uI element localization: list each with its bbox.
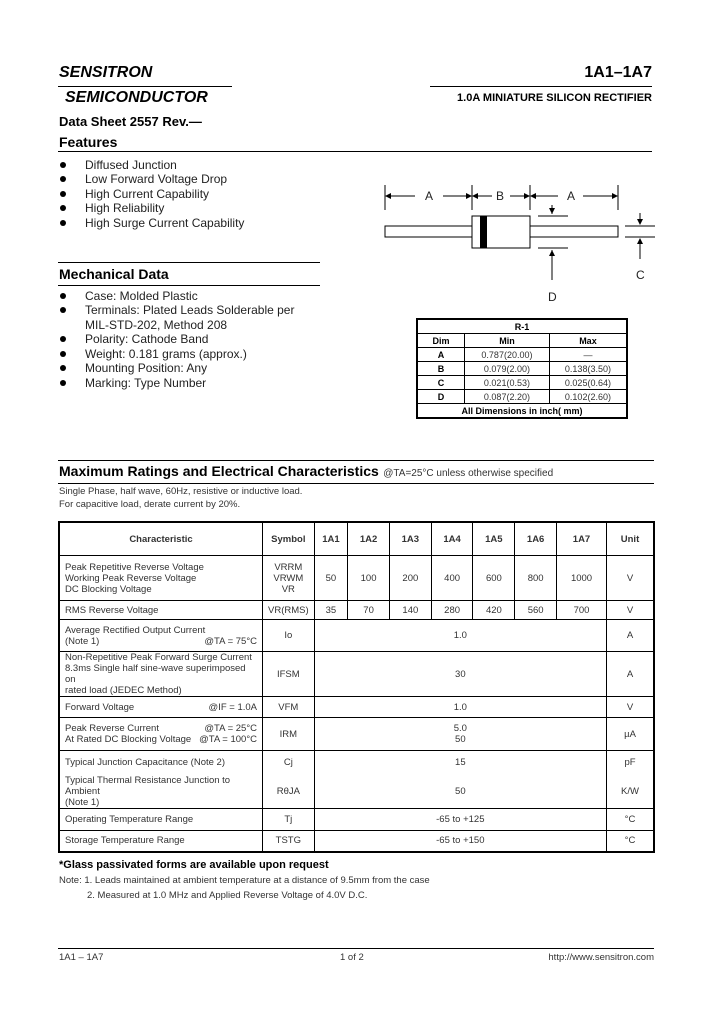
footer-part: 1A1 – 1A7 bbox=[59, 952, 104, 963]
table-cell: 0.138(3.50) bbox=[549, 362, 627, 376]
dimensions-table bbox=[416, 318, 628, 419]
text bbox=[530, 226, 618, 237]
glass-passivated-note: *Glass passivated forms are available upon request bbox=[59, 859, 329, 871]
list-item: Mounting Position: Any bbox=[85, 361, 208, 375]
text bbox=[385, 226, 472, 237]
text bbox=[65, 734, 257, 745]
dim-label-a: A bbox=[425, 189, 434, 203]
table-row bbox=[59, 556, 654, 601]
features-heading: Features bbox=[59, 134, 118, 150]
table-cell: 700 bbox=[557, 601, 607, 620]
table-row bbox=[59, 751, 654, 775]
table-cell: µA bbox=[607, 718, 655, 751]
text bbox=[59, 522, 654, 852]
text: Peak Reverse Current bbox=[65, 723, 159, 734]
text bbox=[466, 193, 472, 199]
part-number: 1A1–1A7 bbox=[584, 64, 652, 81]
text bbox=[417, 319, 627, 418]
list-item: High Surge Current Capability bbox=[85, 216, 245, 230]
table-cell: VR(RMS) bbox=[263, 601, 315, 620]
text bbox=[549, 208, 555, 214]
list-item: High Reliability bbox=[85, 201, 165, 215]
table-row bbox=[59, 652, 654, 697]
subtitle: 1.0A MINIATURE SILICON RECTIFIER bbox=[457, 92, 652, 104]
divider bbox=[58, 262, 320, 263]
table-cell: Typical Junction Capacitance (Note 2) bbox=[59, 751, 263, 775]
table-cell: RθJA bbox=[263, 775, 315, 809]
table-cell bbox=[314, 718, 606, 751]
text bbox=[637, 238, 643, 244]
text: @TA = 75°C bbox=[204, 635, 257, 647]
list-item: Polarity: Cathode Band bbox=[85, 332, 209, 346]
table-cell: 140 bbox=[389, 601, 431, 620]
text: Typical Thermal Resistance Junction to Ambient bbox=[65, 774, 231, 797]
bullet-icon bbox=[60, 380, 66, 386]
table-cell: RMS Reverse Voltage bbox=[59, 601, 263, 620]
table-cell: 280 bbox=[431, 601, 473, 620]
text bbox=[385, 193, 391, 199]
table-cell: Storage Temperature Range bbox=[59, 830, 263, 852]
table-cell: VFM bbox=[263, 697, 315, 718]
table-row bbox=[417, 390, 627, 404]
list-item: Terminals: Plated Leads Solderable per bbox=[85, 303, 295, 317]
table-cell: 800 bbox=[515, 556, 557, 601]
text: @IF = 1.0A bbox=[208, 701, 257, 713]
text bbox=[385, 193, 643, 256]
text: At Rated DC Blocking Voltage bbox=[65, 734, 192, 745]
text: Non-Repetitive Peak Forward Surge Current bbox=[65, 652, 252, 663]
dim-label-d: D bbox=[548, 290, 557, 304]
table-cell: 200 bbox=[389, 556, 431, 601]
column-header: Min bbox=[465, 334, 550, 348]
ratings-note: Single Phase, half wave, 60Hz, resistive or inductive load. bbox=[59, 486, 303, 497]
table-cell: °C bbox=[607, 830, 655, 852]
table-cell: V bbox=[607, 697, 655, 718]
note-2: 2. Measured at 1.0 MHz and Applied Reverse Voltage of 4.0V D.C. bbox=[87, 890, 368, 901]
divider bbox=[58, 151, 652, 152]
table-cell: 0.025(0.64) bbox=[549, 376, 627, 390]
table-cell: 0.102(2.60) bbox=[549, 390, 627, 404]
table-cell bbox=[59, 620, 263, 652]
text bbox=[65, 636, 257, 647]
table-cell: — bbox=[549, 348, 627, 362]
table-row bbox=[59, 830, 654, 852]
text bbox=[637, 219, 643, 225]
table-cell: -65 to +150 bbox=[314, 830, 606, 852]
list-item: Low Forward Voltage Drop bbox=[85, 172, 228, 186]
divider bbox=[58, 483, 654, 484]
page-number: 1 of 2 bbox=[340, 952, 364, 963]
table-title: R-1 bbox=[417, 319, 627, 334]
table-cell: -65 to +125 bbox=[314, 808, 606, 830]
table-cell: A bbox=[607, 620, 655, 652]
table-cell: 30 bbox=[314, 652, 606, 697]
text bbox=[612, 193, 618, 199]
column-header: 1A5 bbox=[473, 522, 515, 556]
list-item: Weight: 0.181 grams (approx.) bbox=[85, 347, 247, 361]
text bbox=[480, 216, 487, 248]
text: Forward Voltage bbox=[65, 701, 135, 713]
ratings-table bbox=[58, 521, 655, 853]
column-header: Symbol bbox=[263, 522, 315, 556]
table-row bbox=[417, 348, 627, 362]
text: Average Rectified Output Current bbox=[65, 624, 206, 636]
datasheet-number: Data Sheet 2557 Rev.— bbox=[59, 114, 202, 129]
table-cell: C bbox=[417, 376, 465, 390]
table-cell: TSTG bbox=[263, 830, 315, 852]
text bbox=[524, 193, 530, 199]
table-row bbox=[417, 404, 627, 419]
table-cell: Io bbox=[263, 620, 315, 652]
table-row bbox=[59, 601, 654, 620]
table-cell: 600 bbox=[473, 556, 515, 601]
text: 8.3ms Single half sine-wave superimposed on bbox=[65, 663, 246, 685]
divider bbox=[58, 285, 320, 286]
website-link[interactable]: http://www.sensitron.com bbox=[548, 952, 654, 963]
table-row bbox=[59, 775, 654, 809]
bullet-icon bbox=[60, 365, 66, 371]
table-cell: IFSM bbox=[263, 652, 315, 697]
ratings-heading bbox=[59, 463, 553, 481]
divider bbox=[58, 86, 232, 87]
table-cell bbox=[59, 697, 263, 718]
table-row bbox=[59, 718, 654, 751]
text: Maximum Ratings and Electrical Characteristics bbox=[59, 463, 379, 479]
text: VR bbox=[281, 583, 295, 595]
column-header: Max bbox=[549, 334, 627, 348]
text: 50 bbox=[455, 734, 466, 745]
bullet-icon bbox=[60, 307, 66, 313]
text: @TA = 100°C bbox=[199, 734, 257, 745]
list-item: MIL-STD-202, Method 208 bbox=[85, 318, 228, 332]
dim-label-c: C bbox=[636, 268, 645, 282]
table-cell: 1.0 bbox=[314, 697, 606, 718]
table-cell: 50 bbox=[314, 775, 606, 809]
column-header: Unit bbox=[607, 522, 655, 556]
table-cell: K/W bbox=[607, 775, 655, 809]
table-cell: 15 bbox=[314, 751, 606, 775]
text: VRRM bbox=[274, 561, 303, 573]
text bbox=[425, 189, 645, 304]
list-item: Marking: Type Number bbox=[85, 376, 207, 390]
table-cell: 400 bbox=[431, 556, 473, 601]
text: rated load (JEDEC Method) bbox=[65, 685, 182, 696]
column-header: 1A2 bbox=[348, 522, 390, 556]
dim-label-b: B bbox=[496, 189, 505, 203]
divider bbox=[58, 460, 654, 461]
bullet-icon bbox=[60, 205, 66, 211]
text bbox=[65, 723, 257, 734]
bullet-icon bbox=[60, 336, 66, 342]
table-row bbox=[417, 319, 627, 334]
table-row bbox=[59, 808, 654, 830]
text bbox=[530, 193, 536, 199]
table-cell: 0.087(2.20) bbox=[465, 390, 550, 404]
company-name: SENSITRON bbox=[59, 64, 153, 81]
text: Peak Repetitive Reverse Voltage bbox=[65, 561, 204, 573]
bullet-icon bbox=[60, 293, 66, 299]
table-cell: 560 bbox=[515, 601, 557, 620]
divider bbox=[430, 86, 652, 87]
column-header: 1A3 bbox=[389, 522, 431, 556]
table-cell: 0.021(0.53) bbox=[465, 376, 550, 390]
text: DC Blocking Voltage bbox=[65, 583, 152, 595]
table-cell: Operating Temperature Range bbox=[59, 808, 263, 830]
bullet-icon bbox=[60, 191, 66, 197]
diode-outline-diagram bbox=[370, 180, 670, 305]
table-footer: All Dimensions in inch( mm) bbox=[417, 404, 627, 419]
table-row bbox=[417, 362, 627, 376]
table-cell bbox=[59, 718, 263, 751]
table-row bbox=[417, 376, 627, 390]
table-cell: Cj bbox=[263, 751, 315, 775]
table-cell: B bbox=[417, 362, 465, 376]
column-header: 1A7 bbox=[557, 522, 607, 556]
table-cell: A bbox=[607, 652, 655, 697]
table-cell: D bbox=[417, 390, 465, 404]
text: 5.0 bbox=[453, 723, 467, 734]
table-header-row bbox=[59, 522, 654, 556]
table-cell: 50 bbox=[314, 556, 348, 601]
table-row bbox=[59, 697, 654, 718]
table-cell: 70 bbox=[348, 601, 390, 620]
table-cell: IRM bbox=[263, 718, 315, 751]
bullet-icon bbox=[60, 176, 66, 182]
table-cell: Tj bbox=[263, 808, 315, 830]
table-cell: 0.787(20.00) bbox=[465, 348, 550, 362]
table-cell bbox=[59, 775, 263, 809]
dim-label-a: A bbox=[567, 189, 576, 203]
table-cell: A bbox=[417, 348, 465, 362]
bullet-icon bbox=[60, 351, 66, 357]
table-cell: V bbox=[607, 601, 655, 620]
table-cell: 420 bbox=[473, 601, 515, 620]
divider bbox=[58, 948, 654, 949]
bullet-icon bbox=[60, 220, 66, 226]
text: VRWM bbox=[273, 572, 304, 584]
column-header: Characteristic bbox=[59, 522, 263, 556]
mechanical-heading: Mechanical Data bbox=[59, 266, 169, 282]
list-item: High Current Capability bbox=[85, 187, 210, 201]
column-header: 1A1 bbox=[314, 522, 348, 556]
table-cell bbox=[59, 652, 263, 697]
column-header: Dim bbox=[417, 334, 465, 348]
table-cell: V bbox=[607, 556, 655, 601]
bullet-icon bbox=[60, 162, 66, 168]
division-name: SEMICONDUCTOR bbox=[65, 89, 208, 106]
table-row bbox=[417, 334, 627, 348]
table-cell: 100 bbox=[348, 556, 390, 601]
table-cell: 1.0 bbox=[314, 620, 606, 652]
ratings-note: For capacitive load, derate current by 20%. bbox=[59, 499, 241, 510]
column-header: 1A4 bbox=[431, 522, 473, 556]
text bbox=[549, 250, 555, 256]
table-cell bbox=[263, 556, 315, 601]
table-cell: °C bbox=[607, 808, 655, 830]
table-cell bbox=[59, 556, 263, 601]
list-item: Case: Molded Plastic bbox=[85, 289, 198, 303]
text bbox=[472, 193, 478, 199]
table-cell: 0.079(2.00) bbox=[465, 362, 550, 376]
text: @TA = 25°C bbox=[204, 723, 257, 734]
table-cell: 1000 bbox=[557, 556, 607, 601]
text: (Note 1) bbox=[65, 635, 100, 647]
text: @TA=25°C unless otherwise specified bbox=[383, 468, 554, 479]
table-cell: pF bbox=[607, 751, 655, 775]
note-1: Note: 1. Leads maintained at ambient temperature at a distance of 9.5mm from the case bbox=[59, 875, 430, 886]
column-header: 1A6 bbox=[515, 522, 557, 556]
text: (Note 1) bbox=[65, 796, 100, 808]
table-cell: 35 bbox=[314, 601, 348, 620]
text bbox=[65, 702, 257, 713]
list-item: Diffused Junction bbox=[85, 158, 177, 172]
text: Working Peak Reverse Voltage bbox=[65, 572, 197, 584]
table-row bbox=[59, 620, 654, 652]
